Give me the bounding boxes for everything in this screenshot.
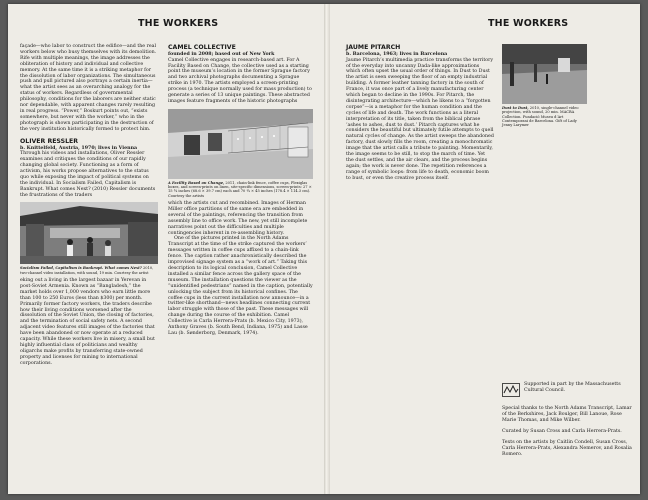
camel-photo — [168, 109, 313, 179]
left-page — [8, 4, 324, 494]
left-column-1 — [20, 44, 158, 367]
camel-paragraph: Camel Collective engages in research-based art. For A Facility Based on Change, the collective used as a starting point the museum’s location in the former Sprague factory and two archival photographs documenting a Sprague strike in 1970. The artists employed a screen-printing process (a technique normally used for mass production) to generate a series of 13 unique paintings. These abstracted images feature fragments of the historic photographs — [168, 57, 312, 104]
right-column-2 — [502, 44, 630, 130]
right-page — [330, 4, 640, 494]
artist-subhead-ressler: b. Knittelfeld, Austria, 1970; lives in Vienna — [20, 145, 138, 151]
camel-caption-title: A Facility Based on Change, — [168, 180, 225, 185]
pitarch-caption-details: 2010, single-channel video projection, with sound, 20 min. MACBA Collection. Fundació Museu d’Art Contemporani de Barcelona. Gift of Lady Jenny Larymer — [502, 106, 579, 128]
massachusetts-cultural-council-logo — [502, 382, 520, 396]
ressler-caption — [20, 266, 158, 275]
artist-heading-ressler: OLIVER RESSLER — [20, 137, 78, 145]
support-text: Supported in part by the Massachusetts Cultural Council. — [524, 382, 621, 393]
artist-subhead-camel: founded in 2008; based out of New York — [168, 52, 275, 57]
credits-block — [502, 406, 632, 463]
pitarch-caption — [502, 106, 588, 127]
artist-subhead-pitarch: b. Barcelona, 1963; lives in Barcelona — [346, 52, 448, 57]
camel-paragraph-2: which the artists cut and recombined. Images of Herman Miller office partitions of the same era are embedded in several of the paintings, referencing the transition from assembly line to office work. The new, yet still incomplete narratives point out the difficulties and multiple contingencies inherent in re-assembling history. — [168, 201, 308, 236]
ressler-paragraph-2: eking out a living in the largest bazaar in Yerevan in post-Soviet Armenia. Known as “Bangladesh,” the market holds over 1,000 vendors who earn little more than 100 to 250 Euros (less than $300) per month. Primarily former factory workers, the traders describe how their living conditions worsened after the dissolution of the Soviet Union, the closing of factories, and the termination of social safety nets. A second adjacent video features still images of the factories that have been abandoned or now operate at a reduced capacity. While these workers live in misery, a small but highly influential class of politicians and wealthy oligarchs make profits by transferring state-owned property and licenses for mining to international corporations. — [20, 278, 155, 366]
magazine-spread — [8, 4, 640, 494]
camel-caption — [168, 181, 313, 198]
pitarch-paragraph: Jaume Pitarch’s multimedia practice transforms the territory of the everyday into uncanny Dada-like approximations which often upset the usual order of things. In Dust to Dust the artist is seen sweeping the floor of an empty industrial building. A former leather tanning factory in the south of France, it was once part of a lively manufacturing center which began to decline in the 1990s. For Pitarch, the disintegrating architecture—which he likens to a “forgotten corpse”—is a metaphor for the human condition and the cycles of life and death. The work functions as a literal interpretation of its title, taken from the biblical phrase ‘ashes to ashes, dust to dust.’ Pitarch captures what he considers the beautiful but ultimately futile attempts to quell natural cycles of change. As the artist sweeps the abandoned factory, dust slowly fills the room, creating a monochromatic image that the artist calls a tribute to painting. Momentarily, the image seems to be still, to stop the march of time. Yet the dust settles, and the air clears, and the process begins again; the work is never done. The repetition references a range of symbolic loops: from life to death, economic boom to bust, or even the creative process itself. — [346, 57, 494, 181]
ressler-caption-details: 2010, two-channel video installation, with sound, 19 min. Courtesy the artist — [20, 266, 154, 275]
ressler-caption-title: Socialism Failed, Capitalism is Bankrupt. What comes Next? — [20, 266, 142, 271]
support-credit — [524, 382, 628, 399]
running-head-left: THE WORKERS — [138, 18, 219, 29]
artist-heading-pitarch: JAUME PITARCH — [346, 44, 401, 51]
thanks-text: Special thanks to the North Adams Transcript, Lamar of the Berkshires, Jack Boulger, Bill Lanoue, Rose Marie Thomas, and Mike Wilber. — [502, 406, 632, 423]
ressler-photo — [20, 202, 158, 264]
right-column-1 — [346, 44, 494, 182]
ressler-paragraph: Through his videos and installations, Oliver Ressler examines and critiques the conditions of our rapidly changing global society. Functioning as a form of activism, his works propose alternatives to the status quo while exposing the impact of political systems on the individual. In Socialism Failed, Capitalism is Bankrupt. What comes Next? (2010) Ressler documents the frustrations of the traders — [20, 151, 156, 198]
gallery-installation-image — [168, 109, 313, 179]
curated-text: Curated by Susan Cross and Carla Herrera-Prats. — [502, 429, 622, 434]
camel-paragraph-3: One of the pictures printed in the North Adams Transcript at the time of the strike captured the workers’ messages written in coffee cups affixed to a chain-link fence. The caption rather anachronistically described the improvised signage system as a “work of art.” Taking this description to its logical conclusion, Camel Collective installed a similar fence across the gallery space of the museum. The installation questions the viewer as the “unidentified pedestrians” named in the caption, potentially unlocking the subject from its historical confines. The coffee cups in the current installation now announce—in a twitter-like shorthand—news headlines connecting current labor struggle with those of the past. These messages will change during the course of the exhibition. Camel Collective is Carla Herrera-Prats (b. Mexico City, 1973), Anthony Graves (b. South Bend, Indiana, 1975) and Lasse Lau (b. Sønderborg, Denmark, 1974). — [168, 236, 313, 336]
running-head-right: THE WORKERS — [488, 18, 569, 29]
pitarch-caption-title: Dust to Dust, — [502, 106, 529, 110]
mcc-logo-icon — [502, 383, 520, 397]
camel-caption-details: 2011, chain-link fence, coffee cups, Plexiglas boxes, and screen-prints on linen, site-specific dimensions, screen-prints: 27 × 15 ¾ inches (68.6 × 39.7 cm) each and 70 ¼ × 45 inches (178.4 × 114.3 cm). Courtesy the artists — [168, 180, 312, 198]
market-scene-image — [20, 202, 158, 264]
pitarch-photo — [502, 44, 587, 104]
intro-paragraph: façade—who labor to construct the edifice—and the real workers below who busy themselves with its demolition. Rife with multiple meanings, the image addresses the obliteration of history and individual and collective memory. At the same time it is a striking metaphor for the dissolution of labor organizations. The simultaneous push and pull pictured also portrays a certain inertia—what the artist sees as an overarching analogy for the status of workers. Regardless of governmental philosophy, conditions for the laborers are neither static nor dependable, with apparent changes rarely resulting in real progress. “Power,” Boskurt points out, “exists somewhere, but never with the worker,” who in the photograph is shown participating in the destruction of the very institution historically formed to protect him. — [20, 44, 157, 132]
artist-heading-camel: CAMEL COLLECTIVE — [168, 44, 236, 51]
empty-factory-image — [502, 44, 587, 104]
left-column-2 — [168, 44, 313, 337]
texts-credit: Texts on the artists by Caitlin Condell, Susan Cross, Carla Herrera-Prats, Alexandra Nemerov, and Rosalia Romero. — [502, 440, 632, 457]
